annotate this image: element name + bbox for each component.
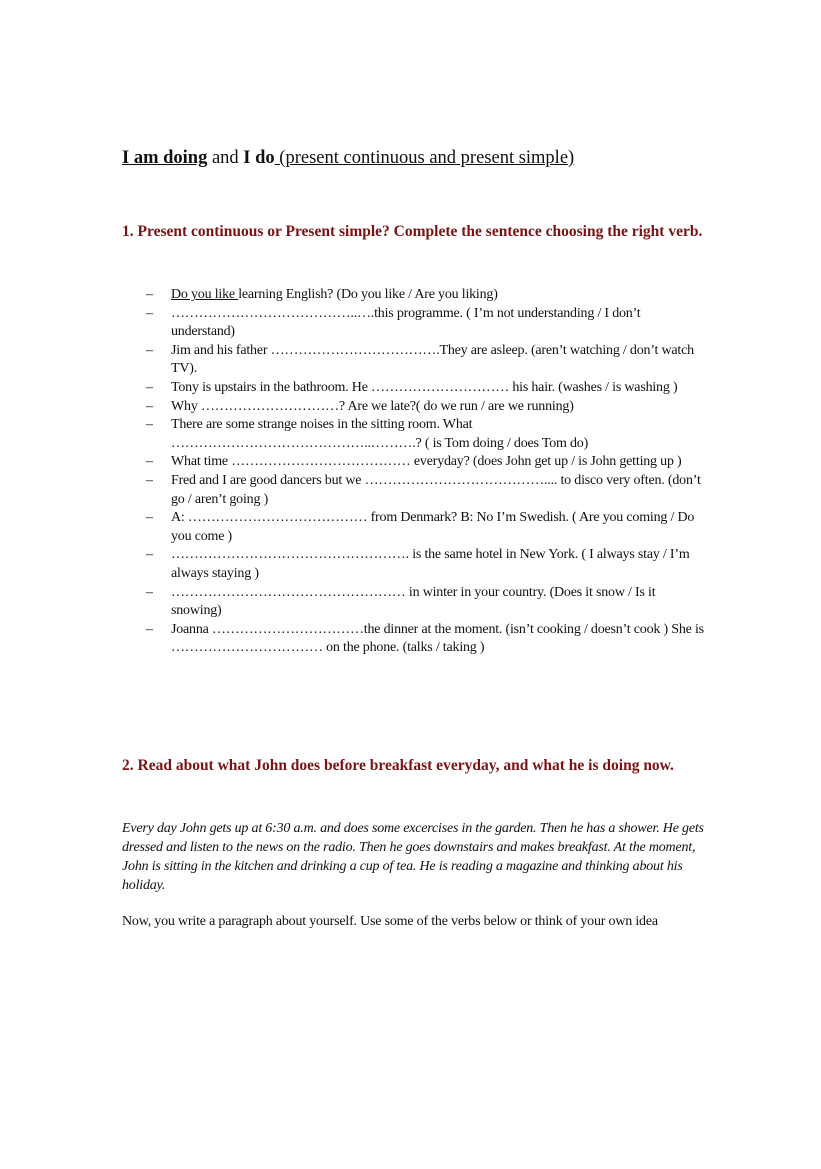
exercise-item [146,453,706,472]
exercise-item [146,286,706,305]
page-title [122,148,574,169]
exercise-item [146,305,706,342]
exercise-text: A: ………………………………… from Denmark? B: No I’m Swedish. ( Are you coming / Do you come ) [171,510,695,544]
dash-bullet: – [146,379,153,395]
exercise-item [146,416,706,453]
dash-bullet: – [146,621,153,637]
dash-bullet: – [146,305,153,321]
exercise-text: Jim and his father ……………………………….They are asleep. (aren’t watching / don’t watch TV). [171,342,694,377]
exercise-item [146,621,706,658]
reading-passage: Every day John gets up at 6:30 a.m. and does some excercises in the garden. Then he has a shower. He gets dressed and listen to the news on the radio. Then he goes downstairs and makes breakfast. At the moment, John is sitting in the kitchen and drinking a cup of tea. He is reading a magazine and thinking about his holiday. [122,821,704,893]
exercise-text: learning English? (Do you like / Are you liking) [238,287,498,302]
dash-bullet: – [146,342,153,358]
dash-bullet: – [146,454,153,470]
exercise-text: Tony is upstairs in the bathroom. He ………………………… his hair. (washes / is washing ) [171,379,678,395]
title-part-i-am-doing: I am doing [122,148,208,168]
exercise-text: ……………………………………………. is the same hotel in New York. ( I always stay / I’m always staying ) [171,547,690,581]
exercise-text: Why …………………………? Are we late?( do we run / are we running) [171,398,574,414]
section-1-heading: 1. Present continuous or Present simple? Complete the sentence choosing the right verb. [122,223,703,240]
writing-instruction: Now, you write a paragraph about yourself. Use some of the verbs below or think of your own idea [122,914,658,929]
exercise-text: What time ………………………………… everyday? (does John get up / is John getting up ) [171,454,682,470]
dash-bullet: – [146,547,153,563]
exercise-item [146,398,706,417]
example-answer: Do you like [171,287,239,302]
dash-bullet: – [146,584,153,600]
dash-bullet: – [146,398,153,414]
exercise-item [146,584,706,621]
exercise-item [146,472,706,509]
exercise-text: …………………………………..….this programme. ( I’m not understanding / I don’t understand) [171,305,641,340]
exercise-text: Fred and I are good dancers but we ………………………………….... to disco very often. (don’t go / aren’t going ) [171,472,701,507]
dash-bullet: – [146,287,153,302]
title-part-and: and [207,148,244,168]
exercise-text: …………………………………………… in winter in your country. (Does it snow / Is it snowing) [171,584,656,619]
exercise-item [146,509,706,546]
exercise-text: There are some strange noises in the sitting room. What ……………………………………..……….? ( is Tom doing / does Tom do) [171,417,589,451]
exercise-item [146,546,706,583]
exercise-list [146,286,706,658]
exercise-text: Joanna ……………………………the dinner at the moment. (isn’t cooking / doesn’t cook ) She is …………………………… on the phone. (talks / taking ) [171,621,704,656]
dash-bullet: – [146,510,153,526]
dash-bullet: – [146,472,153,488]
exercise-item [146,379,706,398]
section-2-heading: 2. Read about what John does before breakfast everyday, and what he is doing now. [122,757,674,774]
title-part-description: (present continuous and present simple) [274,148,575,168]
dash-bullet: – [146,417,153,433]
exercise-item [146,342,706,379]
title-part-i-do: I do [243,148,275,168]
